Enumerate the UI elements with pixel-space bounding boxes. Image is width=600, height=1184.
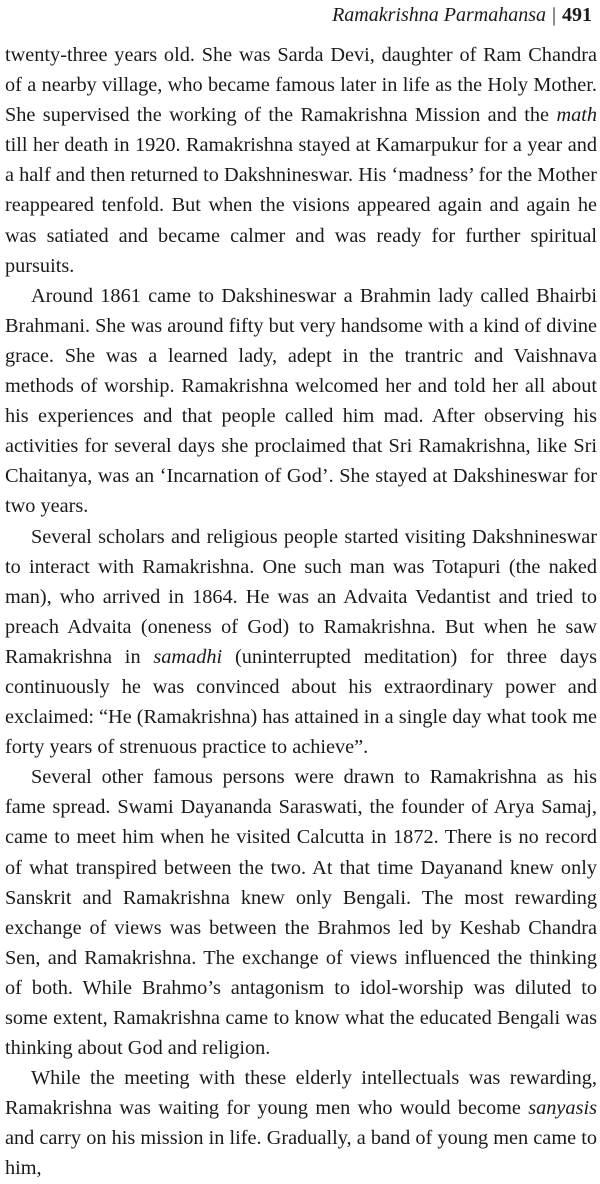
paragraph-3-text-continued: (uninterrupted meditation) for three days continuously he was convinced about his extraordinary power and exclaimed: “He (Ramakrishna) has attained in a single day what took me forty years of strenuous practice to achieve”.: [5, 645, 597, 759]
paragraph-3-text: Several scholars and religious people started visiting Dakshnineswar to interact with Ramakrishna. One such man was Totapuri (the naked man), who arrived in 1864. He was an Advaita Vedantist and tried to preach Advaita (oneness of God) to Ramakrishna. But when he saw Ramakrishna in: [5, 525, 597, 668]
header-separator: |: [551, 4, 556, 26]
paragraph-3: [5, 522, 597, 763]
running-head-text: [332, 4, 592, 27]
running-head: [0, 0, 600, 40]
paragraph-1-text-continued: till her death in 1920. Ramakrishna stayed at Kamarpukur for a year and a half and then returned to Dakshnineswar. His ‘madness’ for the Mother reappeared tenfold. But when the visions appeared again and again he was satiated and became calmer and was ready for further spiritual pursuits.: [5, 134, 597, 277]
paragraph-4-text: Several other famous persons were drawn to Ramakrishna as his fame spread. Swami Dayananda Saraswati, the founder of Arya Samaj, came to meet him when he visited Calcutta in 1872. There is no record of what transpired between the two. At that time Dayanand knew only Sanskrit and Ramakrishna knew only Bengali. The most rewarding exchange of views was between the Brahmos led by Keshab Chandra Sen, and Ramakrishna. The exchange of views influenced the thinking of both. While Brahmo’s antagonism to idol-worship was diluted to some extent, Ramakrishna came to know what the educated Bengali was thinking about God and religion.: [5, 766, 597, 1060]
paragraph-2: [5, 281, 597, 522]
book-title: Ramakrishna Parmahansa: [332, 4, 546, 26]
paragraph-1: [5, 40, 597, 281]
paragraph-5-text-continued: and carry on his mission in life. Gradually, a band of young men came to him,: [5, 1127, 597, 1180]
page-body: [5, 40, 597, 1184]
italic-term-samadhi: samadhi: [153, 645, 223, 668]
paragraph-4: [5, 762, 597, 1063]
page-number: 491: [562, 4, 592, 26]
paragraph-5-text: While the meeting with these elderly intellectuals was rewarding, Ramakrishna was waiting for young men who would become: [5, 1067, 597, 1120]
italic-term-math: math: [556, 104, 597, 127]
paragraph-1-text: twenty-three years old. She was Sarda Devi, daughter of Ram Chandra of a nearby village, who became famous later in life as the Holy Mother. She supervised the working of the Ramakrishna Mission and the: [5, 44, 597, 127]
paragraph-5: [5, 1063, 597, 1183]
paragraph-2-text: Around 1861 came to Dakshineswar a Brahmin lady called Bhairbi Brahmani. She was around fifty but very handsome with a kind of divine grace. She was a learned lady, adept in the trantric and Vaishnava methods of worship. Ramakrishna welcomed her and told her all about his experiences and that people called him mad. After observing his activities for several days she proclaimed that Sri Ramakrishna, like Sri Chaitanya, was an ‘Incarnation of God’. She stayed at Dakshineswar for two years.: [5, 284, 597, 518]
italic-term-sanyasis: sanyasis: [528, 1097, 597, 1120]
